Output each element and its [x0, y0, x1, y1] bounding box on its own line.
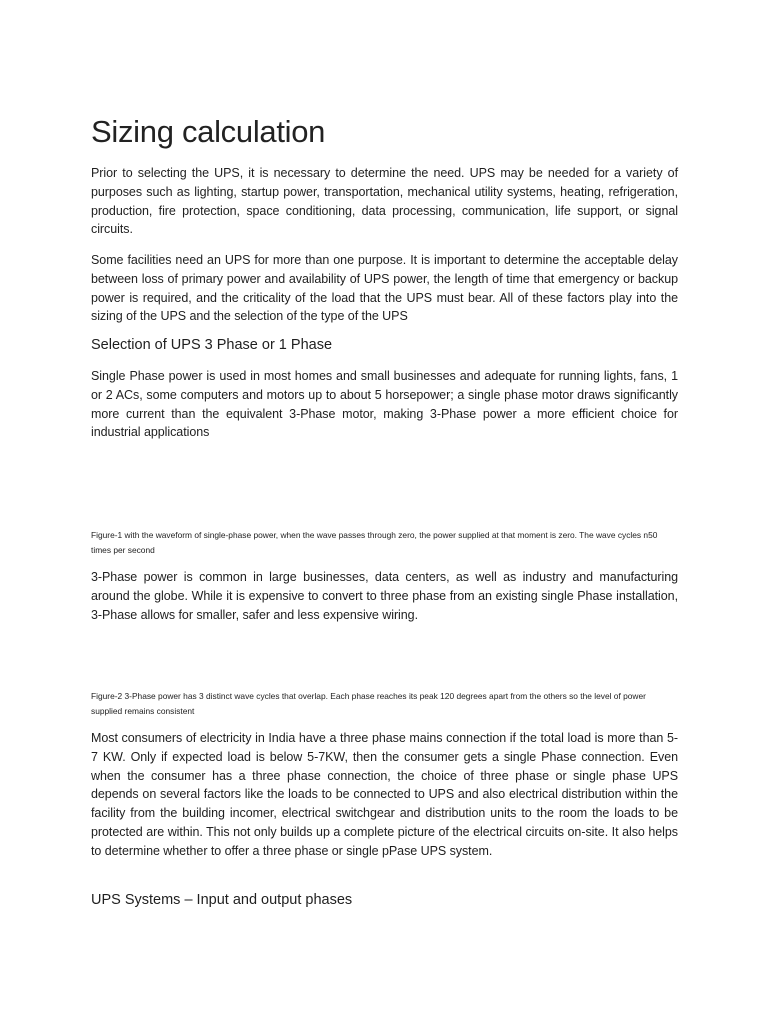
intro-paragraph: Prior to selecting the UPS, it is necessary to determine the need. UPS may be needed for a variety of purposes such as lighting, startup power, transportation, mechanical utility systems, heating, refrigeration, production, fire protection, space conditioning, data processing, communication, life support, or signal circuits. — [91, 166, 678, 237]
figure-1-caption: Figure-1 with the waveform of single-phase power, when the wave passes through zero, the power supplied at that moment is zero. The wave cycles n50 times per second — [91, 530, 658, 555]
three-phase-paragraph: 3-Phase power is common in large businesses, data centers, as well as industry and manufacturing around the globe. While it is expensive to convert to three phase from an existing single Phase installation, 3-Phase allows for smaller, safer and less expensive wiring. — [91, 570, 678, 622]
section-heading-phase-selection: Selection of UPS 3 Phase or 1 Phase — [91, 337, 333, 353]
figure-2-caption: Figure-2 3-Phase power has 3 distinct wave cycles that overlap. Each phase reaches its peak 120 degrees apart from the others so the level of power supplied remains consistent — [91, 691, 646, 716]
page-title: Sizing calculation — [91, 114, 326, 149]
single-phase-paragraph: Single Phase power is used in most homes and small businesses and adequate for running lights, fans, 1 or 2 ACs, some computers and motors up to about 5 horsepower; a single phase motor draws significantly more current than the equivalent 3-Phase motor, making 3-Phase power a more efficient choice for industrial applications — [91, 369, 678, 440]
india-consumers-paragraph: Most consumers of electricity in India have a three phase mains connection if the total load is more than 5-7 KW. Only if expected load is below 5-7KW, then the consumer gets a single Phase connection. Even when the consumer has a three phase connection, the choice of three phase or single phase UPS depends on several factors like the loads to be connected to UPS and also electrical distribution within the facility from the building incomer, electrical switchgear and distribution units to the room the loads to be protected are within. This not only builds up a complete picture of the electrical circuits on-site. It also helps to determine whether to offer a three phase or single pPase UPS system. — [91, 731, 678, 858]
section-heading-ups-systems: UPS Systems – Input and output phases — [91, 892, 353, 908]
facilities-paragraph: Some facilities need an UPS for more than one purpose. It is important to determine the acceptable delay between loss of primary power and availability of UPS power, the length of time that emergency or backup power is required, and the criticality of the load that the UPS must bear. All of these factors play into the sizing of the UPS and the selection of the type of the UPS — [91, 253, 678, 324]
